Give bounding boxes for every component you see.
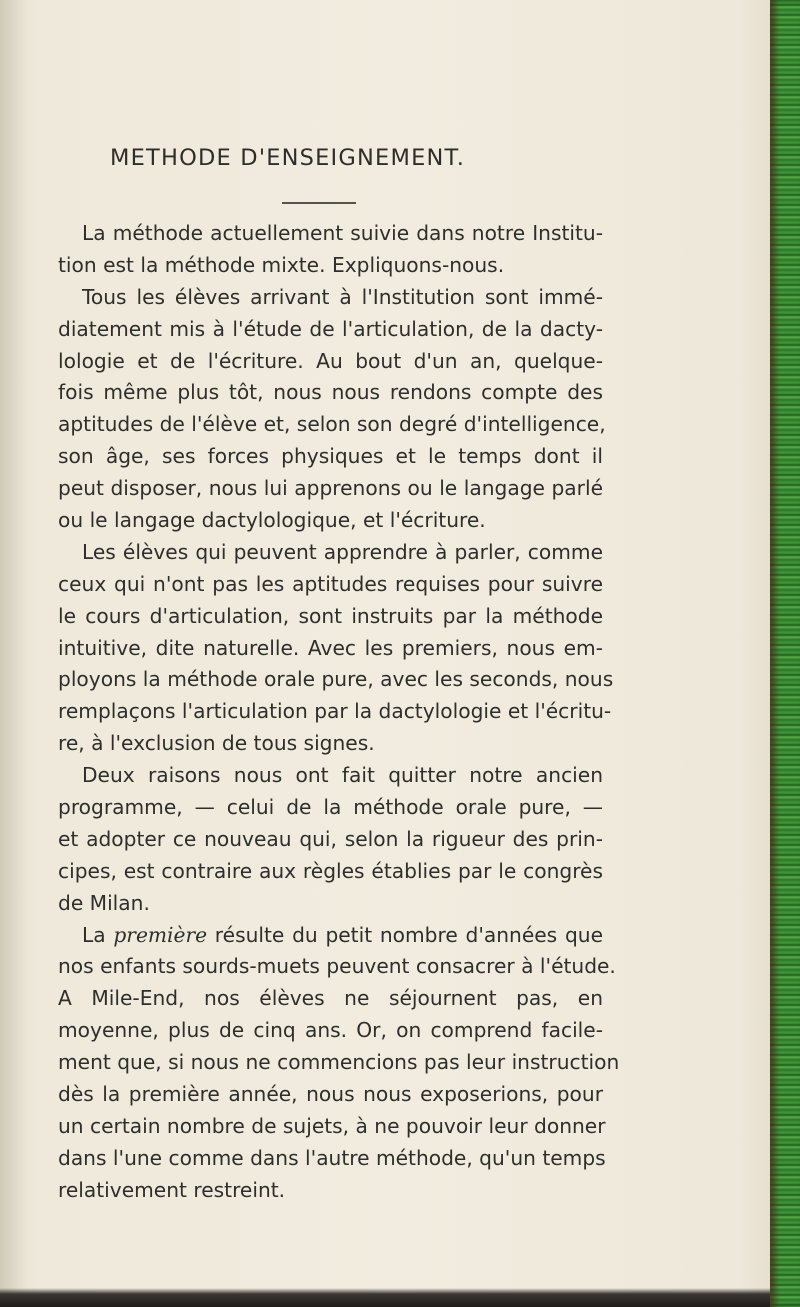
text-line: un certain nombre de sujets, à ne pouvoir leur donner bbox=[58, 1113, 606, 1138]
text-line: La méthode actuellement suivie dans notre Institu- bbox=[82, 221, 603, 245]
text-fragment: La bbox=[82, 922, 114, 947]
text-line: le cours d'articulation, sont instruits par la méthode bbox=[58, 603, 603, 628]
text-line: lologie et de l'écriture. Au bout d'un an, quelque- bbox=[58, 348, 603, 373]
text-line: remplaçons l'articulation par la dactylologie et l'écritu- bbox=[58, 699, 612, 724]
text-line: et adopter ce nouveau qui, selon la rigueur des prin- bbox=[58, 826, 603, 851]
page-gutter-shadow bbox=[0, 0, 26, 1307]
text-line: dans l'une comme dans l'autre méthode, qu'un temps bbox=[58, 1145, 606, 1170]
text-line: Deux raisons nous ont fait quitter notre ancien bbox=[82, 763, 603, 788]
text-fragment: résulte du petit nombre d'années que bbox=[207, 922, 603, 947]
text-line: de Milan. bbox=[58, 890, 150, 915]
page-title: METHODE D'ENSEIGNEMENT. bbox=[110, 145, 466, 171]
emphasized-word: première bbox=[113, 922, 208, 947]
text-line: aptitudes de l'élève et, selon son degré d'intelligence, bbox=[58, 412, 606, 437]
text-line: re, à l'exclusion de tous signes. bbox=[58, 731, 375, 756]
text-line: ployons la méthode orale pure, avec les seconds, nous bbox=[58, 667, 614, 692]
text-line: diatement mis à l'étude de l'articulation, de la dacty- bbox=[58, 316, 603, 341]
book-cover-edge bbox=[770, 0, 800, 1307]
page-bottom-shadow bbox=[0, 1288, 770, 1307]
text-line: tion est la méthode mixte. Expliquons-nous. bbox=[58, 252, 505, 277]
text-line: nos enfants sourds-muets peuvent consacrer à l'étude. bbox=[58, 954, 616, 979]
text-line: intuitive, dite naturelle. Avec les premiers, nous em- bbox=[58, 635, 603, 660]
text-line: ou le langage dactylologique, et l'écriture. bbox=[58, 508, 486, 533]
text-line: moyenne, plus de cinq ans. Or, on comprend facile- bbox=[58, 1018, 603, 1043]
text-line: ceux qui n'ont pas les aptitudes requises pour suivre bbox=[58, 571, 603, 596]
text-line: relativement restreint. bbox=[58, 1177, 286, 1202]
text-line: Tous les élèves arrivant à l'Institution sont immé- bbox=[82, 284, 603, 309]
text-line: programme, — celui de la méthode orale pure, — bbox=[58, 795, 603, 820]
text-line: dès la première année, nous nous exposerions, pour bbox=[58, 1082, 603, 1107]
text-line: Les élèves qui peuvent apprendre à parler, comme bbox=[82, 539, 603, 564]
text-line: cipes, est contraire aux règles établies par le congrès bbox=[58, 858, 603, 883]
title-rule bbox=[282, 202, 356, 204]
text-line: A Mile-End, nos élèves ne séjournent pas, en bbox=[58, 986, 603, 1011]
text-line: ment que, si nous ne commencions pas leur instruction bbox=[58, 1050, 620, 1075]
text-line-with-emphasis bbox=[58, 920, 603, 952]
text-line: son âge, ses forces physiques et le temps dont il bbox=[58, 444, 603, 469]
text-line: fois même plus tôt, nous nous rendons compte des bbox=[58, 380, 603, 405]
body-text bbox=[58, 218, 620, 1207]
text-line: peut disposer, nous lui apprenons ou le langage parlé bbox=[58, 476, 603, 501]
